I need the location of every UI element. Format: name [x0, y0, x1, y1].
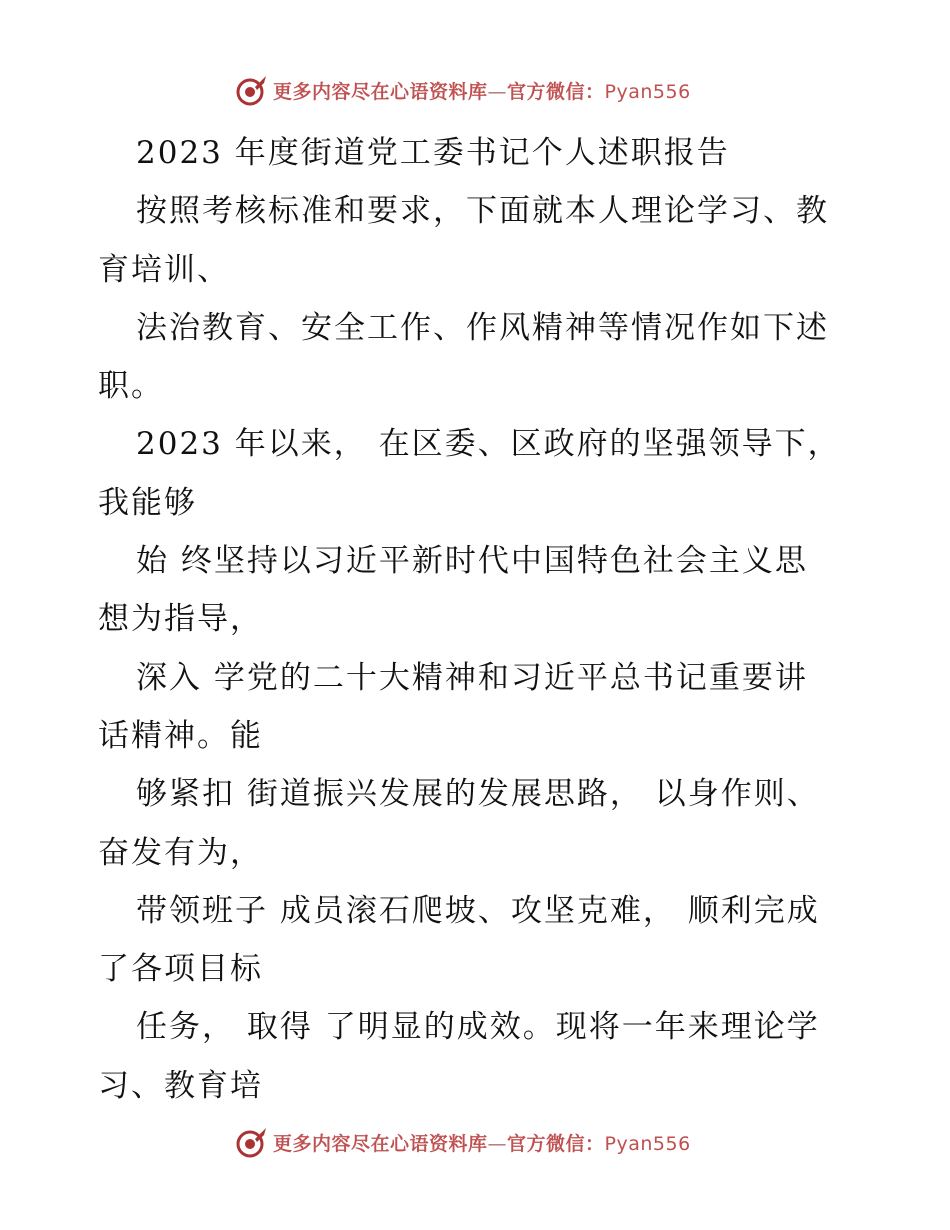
wechat-label: 官方微信：: [507, 80, 605, 103]
site-name: 更多内容尽在心语资料库: [273, 1132, 488, 1155]
text-line: 了各项目标: [98, 951, 263, 988]
text-line: 2023 年以来， 在区委、区政府的坚强领导下，: [136, 426, 841, 463]
text-line: 法治教育、安全工作、作风精神等情况作如下述: [136, 309, 829, 346]
site-name: 更多内容尽在心语资料库: [273, 80, 488, 103]
banner-text: [273, 77, 691, 104]
document-body: [98, 124, 858, 1115]
wechat-id: Pyan556: [604, 80, 691, 103]
quill-logo-icon: [235, 73, 269, 107]
header-banner: [235, 72, 715, 108]
text-line: 按照考核标准和要求，下面就本人理论学习、教: [136, 193, 829, 230]
text-line: 职。: [98, 368, 164, 405]
banner-separator: —: [487, 80, 508, 103]
footer-banner: [235, 1124, 715, 1160]
wechat-label: 官方微信：: [507, 1132, 605, 1155]
quill-logo-icon: [235, 1125, 269, 1159]
banner-separator: —: [487, 1132, 508, 1155]
text-line: 育培训、: [98, 251, 230, 288]
text-line: 习、教育培: [98, 1067, 263, 1104]
text-line: 任务， 取得 了明显的成效。现将一年来理论学: [136, 1009, 820, 1046]
text-line: 我能够: [98, 484, 197, 521]
text-line: 奋发有为，: [98, 834, 263, 871]
banner-text: [273, 1129, 691, 1156]
text-line: 想为指导，: [98, 601, 263, 638]
wechat-id: Pyan556: [604, 1132, 691, 1155]
text-line: 够紧扣 街道振兴发展的发展思路， 以身作则、: [136, 776, 820, 813]
text-line: 深入 学党的二十大精神和习近平总书记重要讲: [136, 659, 808, 696]
text-line: 话精神。能: [98, 717, 263, 754]
text-line: 2023 年度街道党工委书记个人述职报告: [136, 135, 730, 171]
text-line: 带领班子 成员滚石爬坡、攻坚克难， 顺利完成: [136, 892, 820, 929]
text-line: 始 终坚持以习近平新时代中国特色社会主义思: [136, 543, 808, 580]
